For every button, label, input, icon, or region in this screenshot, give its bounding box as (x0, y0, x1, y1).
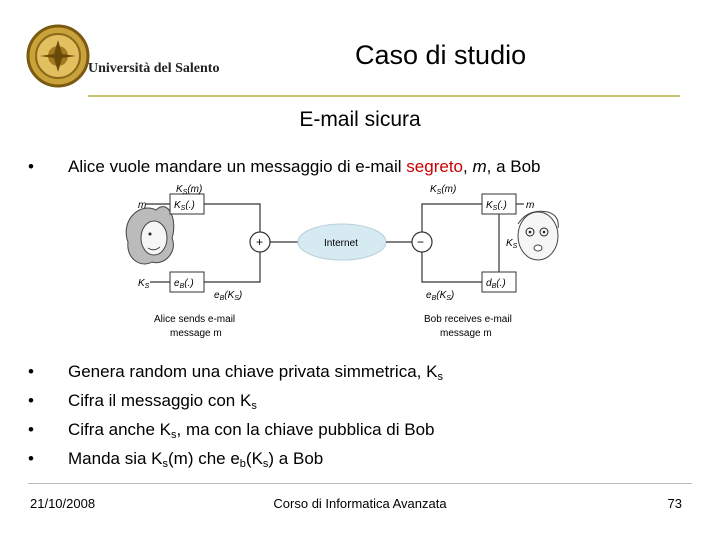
steps-list (28, 362, 443, 478)
footer-date: 21/10/2008 (30, 496, 96, 511)
box-eb-left: $e_B(.)$ (174, 278, 194, 290)
label-m-left: m (138, 200, 147, 211)
alice-caption-line2: message m (170, 328, 222, 339)
label-ks-left: $K_S$ (138, 278, 150, 290)
intro-text-between: , (463, 157, 473, 176)
bob-face-icon (518, 211, 558, 260)
list-item: • Cifra anche $K_s$, ma con la chiave pubblica di Bob (28, 420, 435, 441)
bullet-dot: • (28, 157, 34, 176)
alice-caption-line1: Alice sends e-mail (154, 314, 236, 325)
label-eb-ks-right: $e_B(K_S)$ (426, 290, 455, 302)
footer-divider (28, 483, 692, 484)
box-db-right: $d_B(.)$ (486, 278, 506, 290)
label-m-right: m (526, 200, 535, 211)
minus-symbol: − (417, 235, 425, 249)
list-item: • Cifra il messaggio con $K_s$ (28, 391, 257, 412)
bob-caption-line2: message m (440, 328, 492, 339)
intro-text-before: Alice vuole mandare un messaggio di e-mail (68, 157, 407, 176)
email-encryption-diagram (120, 180, 560, 340)
intro-highlight: segreto (406, 157, 463, 176)
title-divider (88, 95, 680, 97)
label-ks-right: $K_S$ (506, 238, 518, 250)
list-item: • Genera random una chiave privata simmetrica, $K_s$ (28, 362, 443, 383)
label-eb-ks-left: $e_B(K_S)$ (214, 290, 243, 302)
university-name: Università del Salento (88, 61, 220, 76)
slide-title: Caso di studio (355, 40, 527, 70)
slide-subtitle: E-mail sicura (299, 108, 421, 131)
bob-caption-line1: Bob receives e-mail (424, 314, 512, 325)
label-ks-m-left: $K_S(m)$ (176, 184, 203, 196)
box-ks-left: $K_S(.)$ (174, 200, 195, 212)
intro-bullet (28, 157, 541, 177)
university-logo (18, 20, 228, 92)
intro-text-after: , a Bob (486, 157, 541, 176)
list-item: • Manda sia $K_s(m)$ che $e_b(K_s)$ a Bob (28, 449, 324, 470)
box-ks-right: $K_S(.)$ (486, 200, 507, 212)
label-ks-m-right: $K_S(m)$ (430, 184, 457, 196)
internet-label: Internet (324, 238, 358, 249)
page-number: 73 (667, 496, 682, 511)
alice-face-icon (126, 207, 174, 264)
plus-symbol: + (256, 235, 264, 249)
footer-course: Corso di Informatica Avanzata (273, 496, 447, 511)
intro-m: m (472, 157, 487, 176)
